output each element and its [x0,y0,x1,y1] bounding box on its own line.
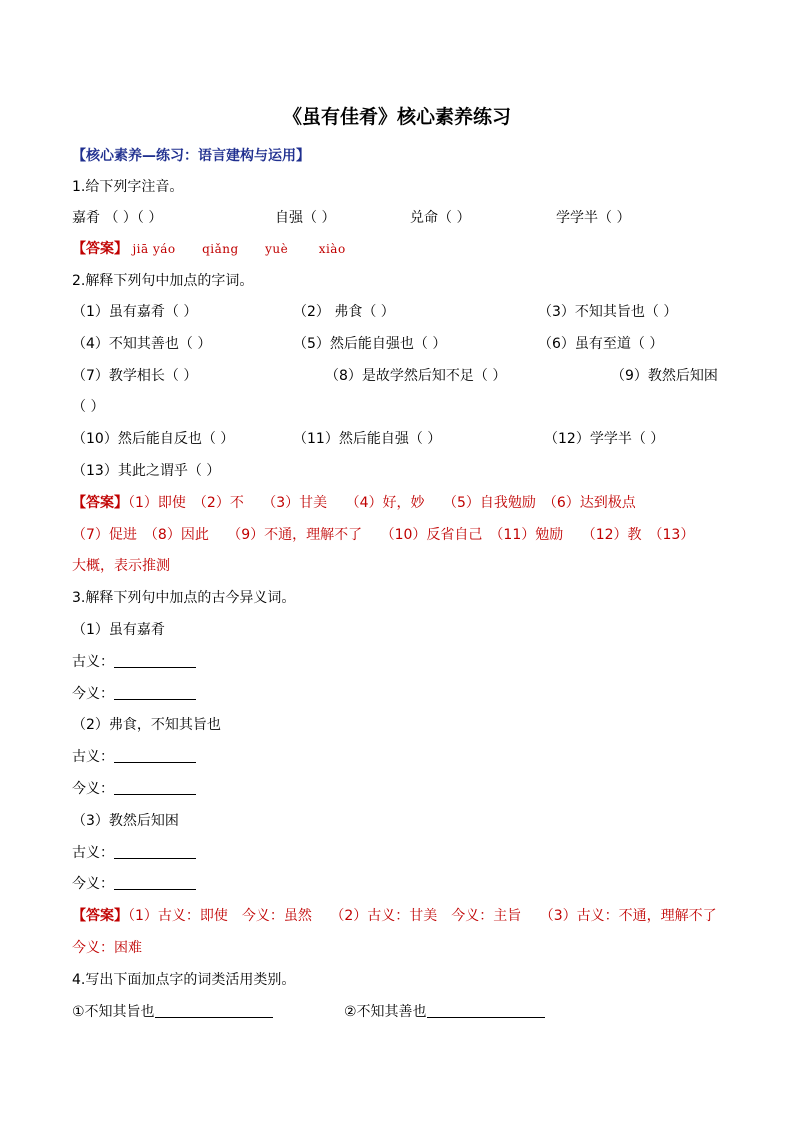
question-2-item: （ ） [72,399,105,415]
question-2-item: （1）虽有嘉肴（ ） [72,304,198,320]
question-1-item: 嘉肴 （ ）（ ） [72,210,163,226]
gu-yi-row [72,748,196,766]
answer-blank[interactable] [427,1003,545,1018]
question-4-prompt: 4.写出下面加点字的词类活用类别。 [72,972,296,988]
answer-blank[interactable] [114,844,196,859]
section-heading: 【核心素养—练习：语言建构与运用】 [72,148,310,164]
answer-pinyin: yuè [265,242,289,256]
question-1-item: 学学半（ ） [556,210,631,226]
question-2-item: （10）然后能自反也（ ） [72,431,235,447]
answer-blank[interactable] [114,685,196,700]
answer-blank[interactable] [114,780,196,795]
jin-yi-label: 今义： [72,686,114,702]
jin-yi-label: 今义： [72,781,114,797]
question-4-item-text: ②不知其善也 [344,1004,427,1020]
question-2-item: （5）然后能自强也（ ） [293,336,447,352]
answer-text: （1）即使 （2）不 （3）甘美 （4）好，妙 （5）自我勉励 （6）达到极点 [128,495,636,511]
answer-3-line: 今义：困难 [72,940,142,956]
question-1-prompt: 1.给下列字注音。 [72,179,184,195]
question-3-item: （1）虽有嘉肴 [72,622,165,638]
question-2-item: （12）学学半（ ） [544,431,665,447]
page-title: 《虽有佳肴》核心素养练习 [282,106,511,128]
question-2-item: （9）教然后知困 [611,368,718,384]
question-2-item: （4）不知其善也（ ） [72,336,212,352]
question-2-item: （7）教学相长（ ） [72,368,198,384]
question-1-item: 兑命（ ） [410,210,471,226]
answer-text: （1）古义：即使 今义：虽然 （2）古义：甘美 今义：主旨 （3）古义：不通，理解不了 [128,908,717,924]
answer-3-line [72,907,717,925]
answer-label: 【答案】 [72,241,128,257]
question-2-item: （8）是故学然后知不足（ ） [325,368,507,384]
gu-yi-row [72,844,196,862]
answer-blank[interactable] [114,748,196,763]
question-2-item: （11）然后能自强（ ） [293,431,442,447]
answer-blank[interactable] [155,1003,273,1018]
jin-yi-label: 今义： [72,876,114,892]
answer-pinyin: qiǎng [202,242,239,256]
question-1-item: 自强（ ） [275,210,336,226]
gu-yi-label: 古义： [72,845,114,861]
question-4-item [72,1003,273,1021]
answer-pinyin: xiào [318,242,346,256]
question-2-item: （6）虽有至道（ ） [538,336,664,352]
question-3-item: （2）弗食，不知其旨也 [72,717,221,733]
gu-yi-row [72,653,196,671]
answer-blank[interactable] [114,875,196,890]
answer-2-line: （7）促进 （8）因此 （9）不通，理解不了 （10）反省自己 （11）勉励 （12）教 （13） [72,527,695,543]
gu-yi-label: 古义： [72,749,114,765]
answer-label: 【答案】 [72,495,128,511]
question-3-prompt: 3.解释下列句中加点的古今异义词。 [72,590,296,606]
answer-2-line [72,494,636,512]
question-4-item-text: ①不知其旨也 [72,1004,155,1020]
answer-label: 【答案】 [72,908,128,924]
question-4-item [344,1003,545,1021]
question-2-prompt: 2.解释下列句中加点的字词。 [72,273,254,289]
jin-yi-row [72,685,196,703]
answer-1 [72,240,346,258]
question-2-item: （3）不知其旨也（ ） [538,304,678,320]
question-3-item: （3）教然后知困 [72,813,179,829]
jin-yi-row [72,780,196,798]
gu-yi-label: 古义： [72,654,114,670]
question-2-item: （2） 弗食（ ） [293,304,395,320]
answer-blank[interactable] [114,653,196,668]
answer-2-line: 大概，表示推测 [72,558,170,574]
answer-pinyin: jiā yáo [132,242,176,256]
jin-yi-row [72,875,196,893]
question-2-item: （13）其此之谓乎（ ） [72,463,221,479]
